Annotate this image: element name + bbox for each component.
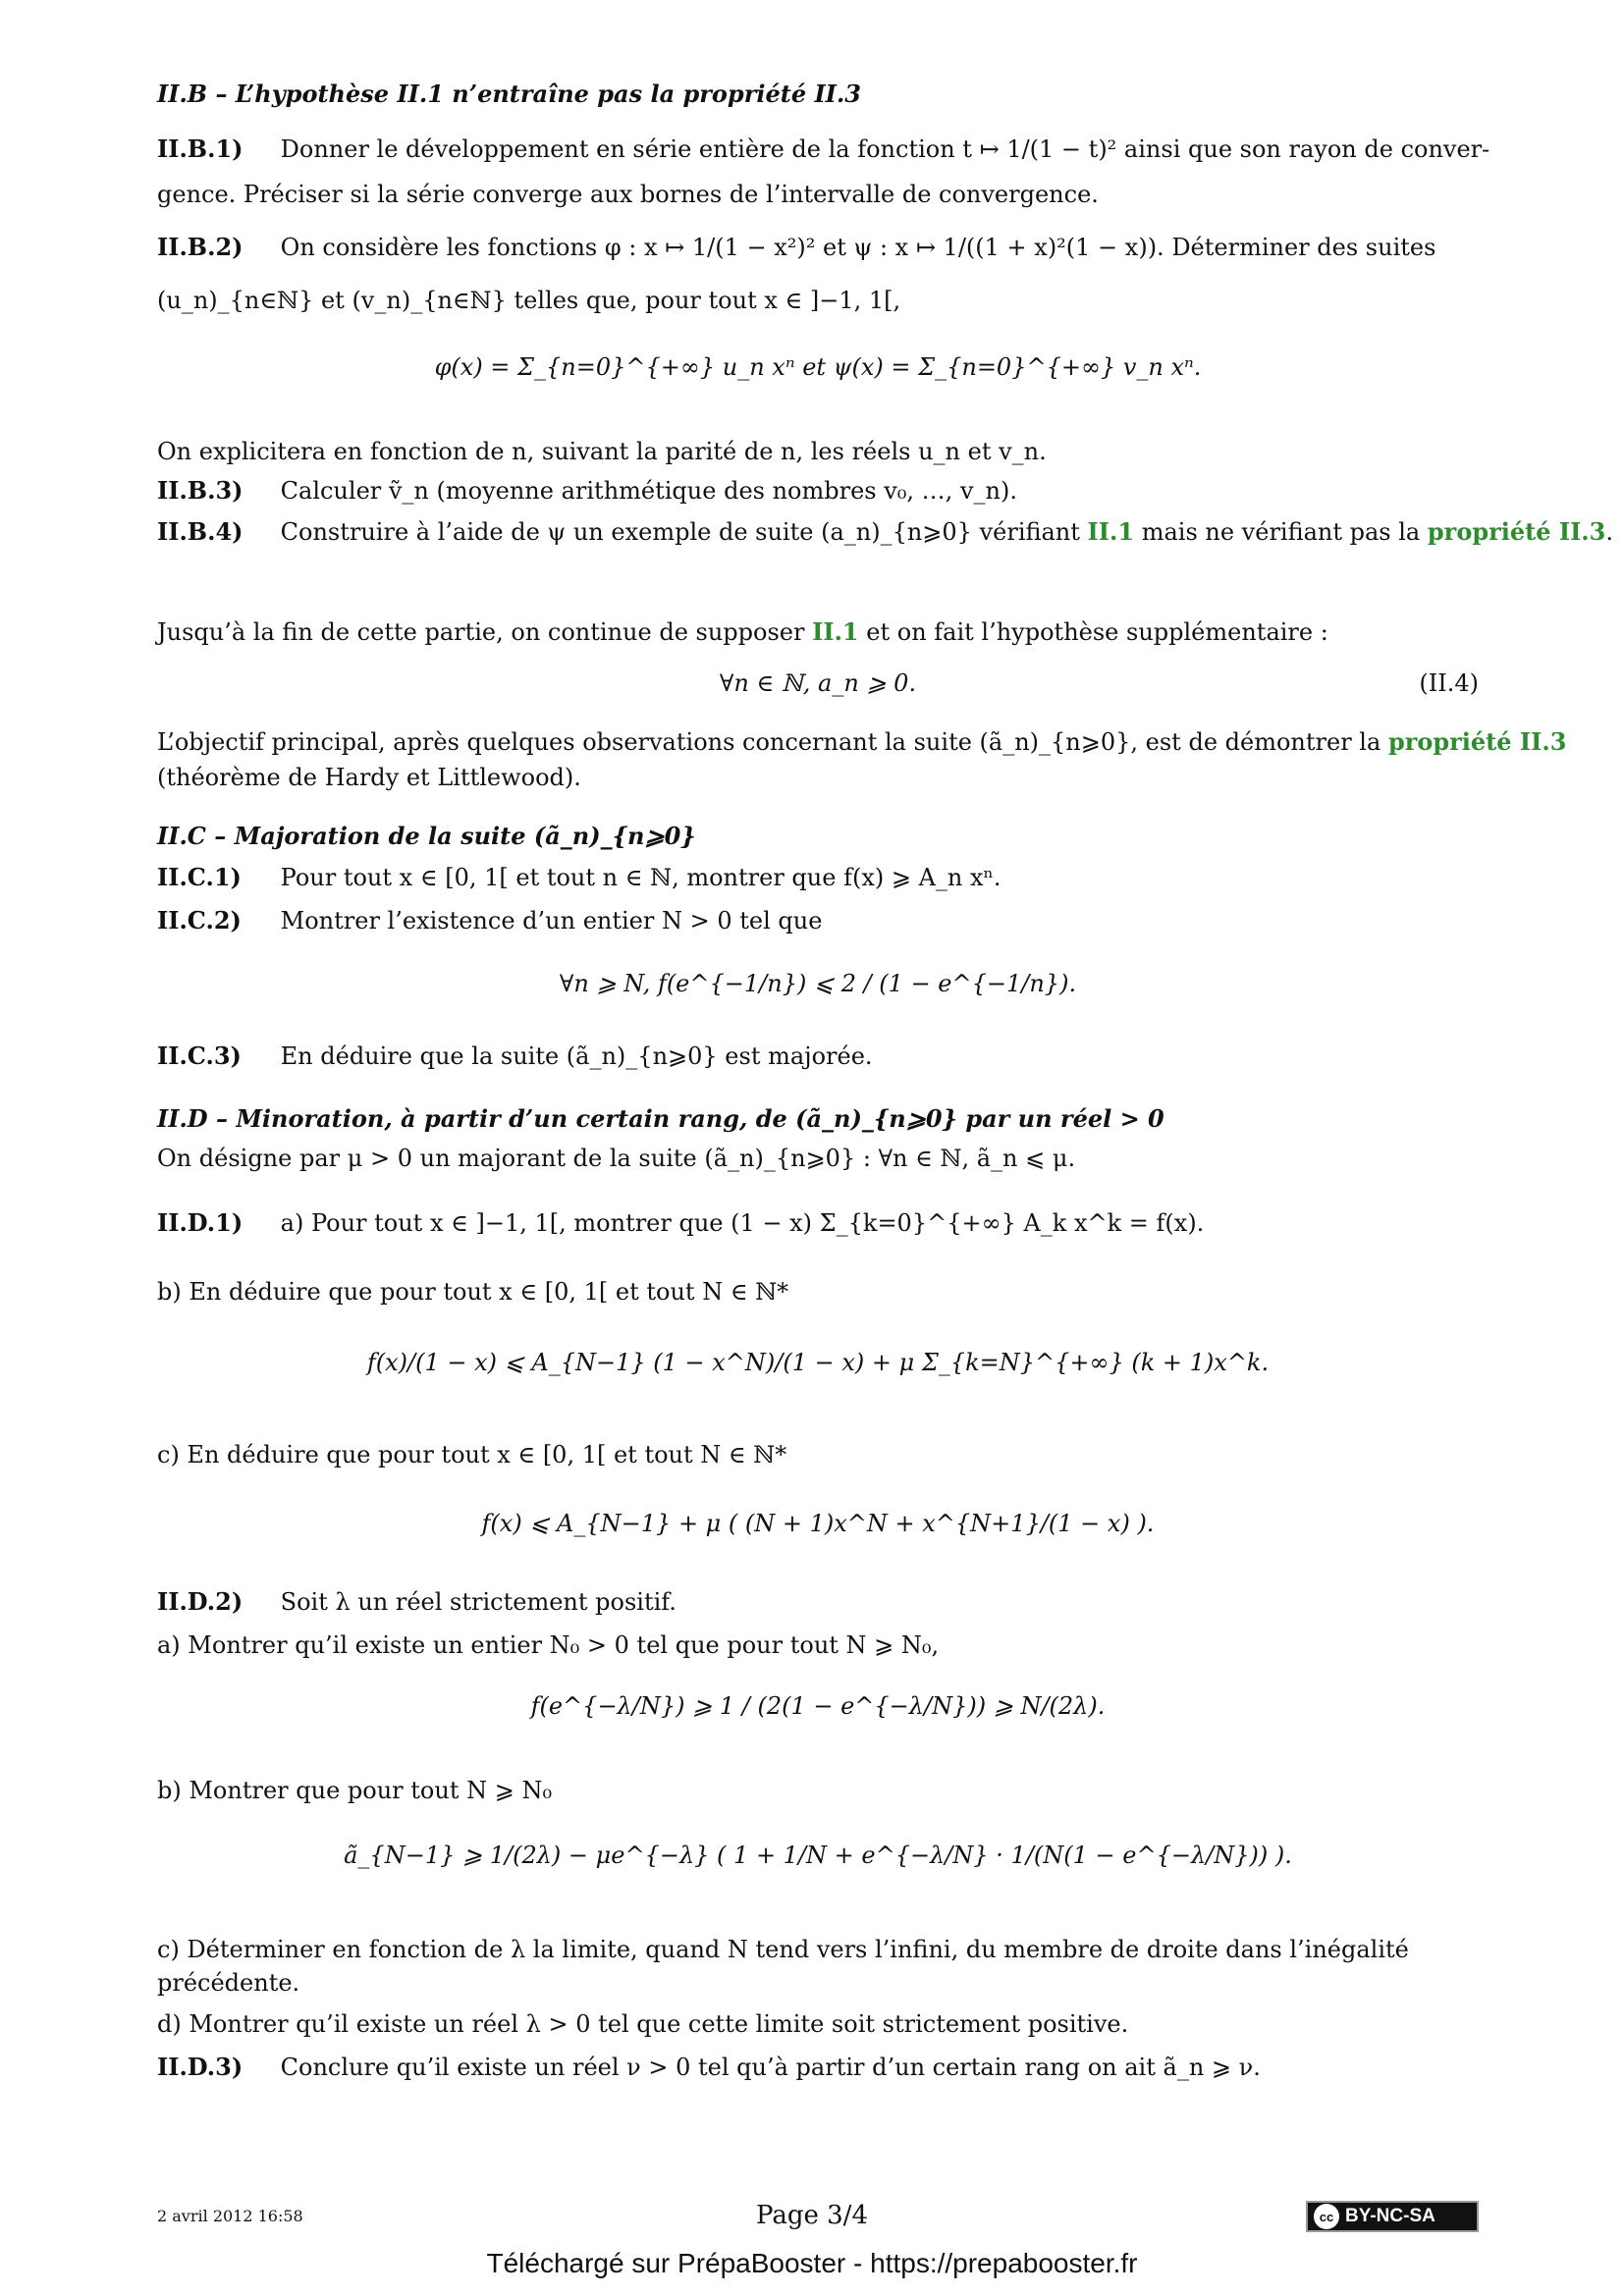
equation-d2a: f(e^{−λ/N}) ⩾ 1 / (2(1 − e^{−λ/N})) ⩾ N/(2λ). [530, 1692, 1106, 1720]
question-b2 [157, 232, 1479, 263]
question-d2b: b) Montrer que pour tout N ⩾ N₀ [157, 1777, 553, 1804]
question-c3 [157, 1041, 1479, 1072]
question-text: mais ne vérifiant pas la [1141, 518, 1421, 546]
question-text: En déduire que la suite (ã_n)_{n⩾0} est majorée. [280, 1042, 873, 1070]
question-text: On considère les fonctions φ : x ↦ 1/(1 − x²)² et ψ : x ↦ 1/((1 + x)²(1 − x)). Déterminer des suites [280, 234, 1436, 261]
question-b2-note: On explicitera en fonction de n, suivant la parité de n, les réels u_n et v_n. [157, 438, 1047, 465]
question-text: Pour tout x ∈ [0, 1[ et tout n ∈ ℕ, montrer que f(x) ⩾ A_n xⁿ. [280, 864, 1001, 891]
objective-cont: (théorème de Hardy et Littlewood). [157, 764, 581, 791]
question-label: II.C.3) [157, 1041, 242, 1070]
question-d2d: d) Montrer qu’il existe un réel λ > 0 tel que cette limite soit strictement positive. [157, 2010, 1129, 2038]
ref-link[interactable]: II.1 [1087, 517, 1135, 546]
question-d2 [157, 1586, 1479, 1618]
ref-link[interactable]: propriété II.3 [1427, 517, 1606, 546]
question-text: Conclure qu’il existe un réel ν > 0 tel qu’à partir d’un certain rang on ait ã_n ⩾ ν. [280, 2054, 1261, 2081]
intro-text: et on fait l’hypothèse supplémentaire : [866, 618, 1328, 646]
question-label: II.B.4) [157, 517, 244, 546]
question-text: Soit λ un réel strictement positif. [280, 1588, 677, 1616]
question-d2a: a) Montrer qu’il existe un entier N₀ > 0 tel que pour tout N ⩾ N₀, [157, 1631, 940, 1659]
equation-ii4: ∀n ∈ ℕ, a_n ⩾ 0. [719, 669, 917, 697]
equation-d2b: ã_{N−1} ⩾ 1/(2λ) − μe^{−λ} ( 1 + 1/N + e^{−λ/N} · 1/(N(1 − e^{−λ/N})) ). [344, 1842, 1292, 1869]
equation-d1b: f(x)/(1 − x) ⩽ A_{N−1} (1 − x^N)/(1 − x) + μ Σ_{k=N}^{+∞} (k + 1)x^k. [366, 1349, 1270, 1376]
intro-text: Jusqu’à la fin de cette partie, on continue de supposer [157, 618, 805, 646]
objective-text: L’objectif principal, après quelques observations concernant la suite (ã_n)_{n⩾0}, est de démontrer la [157, 728, 1381, 756]
question-text: Construire à l’aide de ψ un exemple de suite (a_n)_{n⩾0} vérifiant [280, 518, 1080, 546]
question-label: II.B.2) [157, 233, 244, 261]
question-text: Calculer ṽ_n (moyenne arithmétique des nombres v₀, …, v_n). [280, 477, 1017, 505]
section-title-c: II.C – Majoration de la suite (ã_n)_{n⩾0} [157, 822, 696, 850]
question-text: a) Pour tout x ∈ ]−1, 1[, montrer que (1 − x) Σ_{k=0}^{+∞} A_k x^k = f(x). [280, 1209, 1205, 1237]
question-label: II.D.3) [157, 2053, 244, 2081]
section-title-d: II.D – Minoration, à partir d’un certain rang, de (ã_n)_{n⩾0} par un réel > 0 [157, 1104, 1164, 1133]
download-footer: Téléchargé sur PrépaBooster - https://prepabooster.fr [486, 2248, 1138, 2278]
question-d1b: b) En déduire que pour tout x ∈ [0, 1[ et tout N ∈ ℕ* [157, 1278, 789, 1306]
question-d1c: c) En déduire que pour tout x ∈ [0, 1[ et tout N ∈ ℕ* [157, 1441, 787, 1468]
question-label: II.C.2) [157, 906, 242, 934]
question-b2-cont: (u_n)_{n∈ℕ} et (v_n)_{n∈ℕ} telles que, pour tout x ∈ ]−1, 1[, [157, 287, 901, 314]
footer-date: 2 avril 2012 16:58 [157, 2207, 303, 2225]
ref-link[interactable]: II.1 [812, 617, 859, 646]
section-title-b: II.B – L’hypothèse II.1 n’entraîne pas la propriété II.3 [157, 80, 861, 108]
question-d3 [157, 2052, 1479, 2083]
intro-paragraph [157, 616, 1479, 648]
question-d2c-cont: précédente. [157, 1969, 300, 1997]
question-c2 [157, 905, 1479, 936]
question-label: II.D.2) [157, 1587, 244, 1616]
question-text: Donner le développement en série entière de la fonction t ↦ 1/(1 − t)² ainsi que son rayon de conver- [280, 135, 1490, 163]
question-b1-cont: gence. Préciser si la série converge aux bornes de l’intervalle de convergence. [157, 181, 1099, 208]
question-label: II.D.1) [157, 1208, 244, 1237]
question-d1 [157, 1207, 1479, 1239]
section-d-intro: On désigne par μ > 0 un majorant de la suite (ã_n)_{n⩾0} : ∀n ∈ ℕ, ã_n ⩽ μ. [157, 1145, 1076, 1172]
question-text: Montrer l’existence d’un entier N > 0 tel que [280, 907, 823, 934]
question-b4: II.B.4) Construire à l’aide de ψ un exemple de suite (a_n)_{n⩾0} vérifiant II.1 mais ne vérifiant pas la propriété II.3. [157, 517, 1613, 546]
ref-link[interactable]: propriété II.3 [1387, 727, 1567, 756]
equation-d1c: f(x) ⩽ A_{N−1} + μ ( (N + 1)x^N + x^{N+1}/(1 − x) ). [481, 1510, 1155, 1537]
page-number: Page 3/4 [756, 2201, 868, 2230]
question-label: II.B.1) [157, 134, 244, 163]
question-b3 [157, 475, 1479, 507]
question-label: II.C.1) [157, 863, 242, 891]
question-c1 [157, 862, 1479, 893]
objective-paragraph [157, 726, 1567, 758]
license-badge[interactable] [1306, 2201, 1479, 2232]
equation-c2: ∀n ⩾ N, f(e^{−1/n}) ⩽ 2 / (1 − e^{−1/n}). [559, 970, 1077, 997]
equation-number: (II.4) [1419, 669, 1479, 697]
question-b1 [157, 133, 1490, 165]
license-label: BY-NC-SA [1345, 2206, 1435, 2226]
equation-b2: φ(x) = Σ_{n=0}^{+∞} u_n xⁿ et ψ(x) = Σ_{n=0}^{+∞} v_n xⁿ. [434, 353, 1202, 381]
question-label: II.B.3) [157, 476, 244, 505]
creative-commons-icon: cc [1314, 2204, 1339, 2229]
question-d2c: c) Déterminer en fonction de λ la limite, quand N tend vers l’infini, du membre de droite dans l’inégalité [157, 1936, 1409, 1963]
